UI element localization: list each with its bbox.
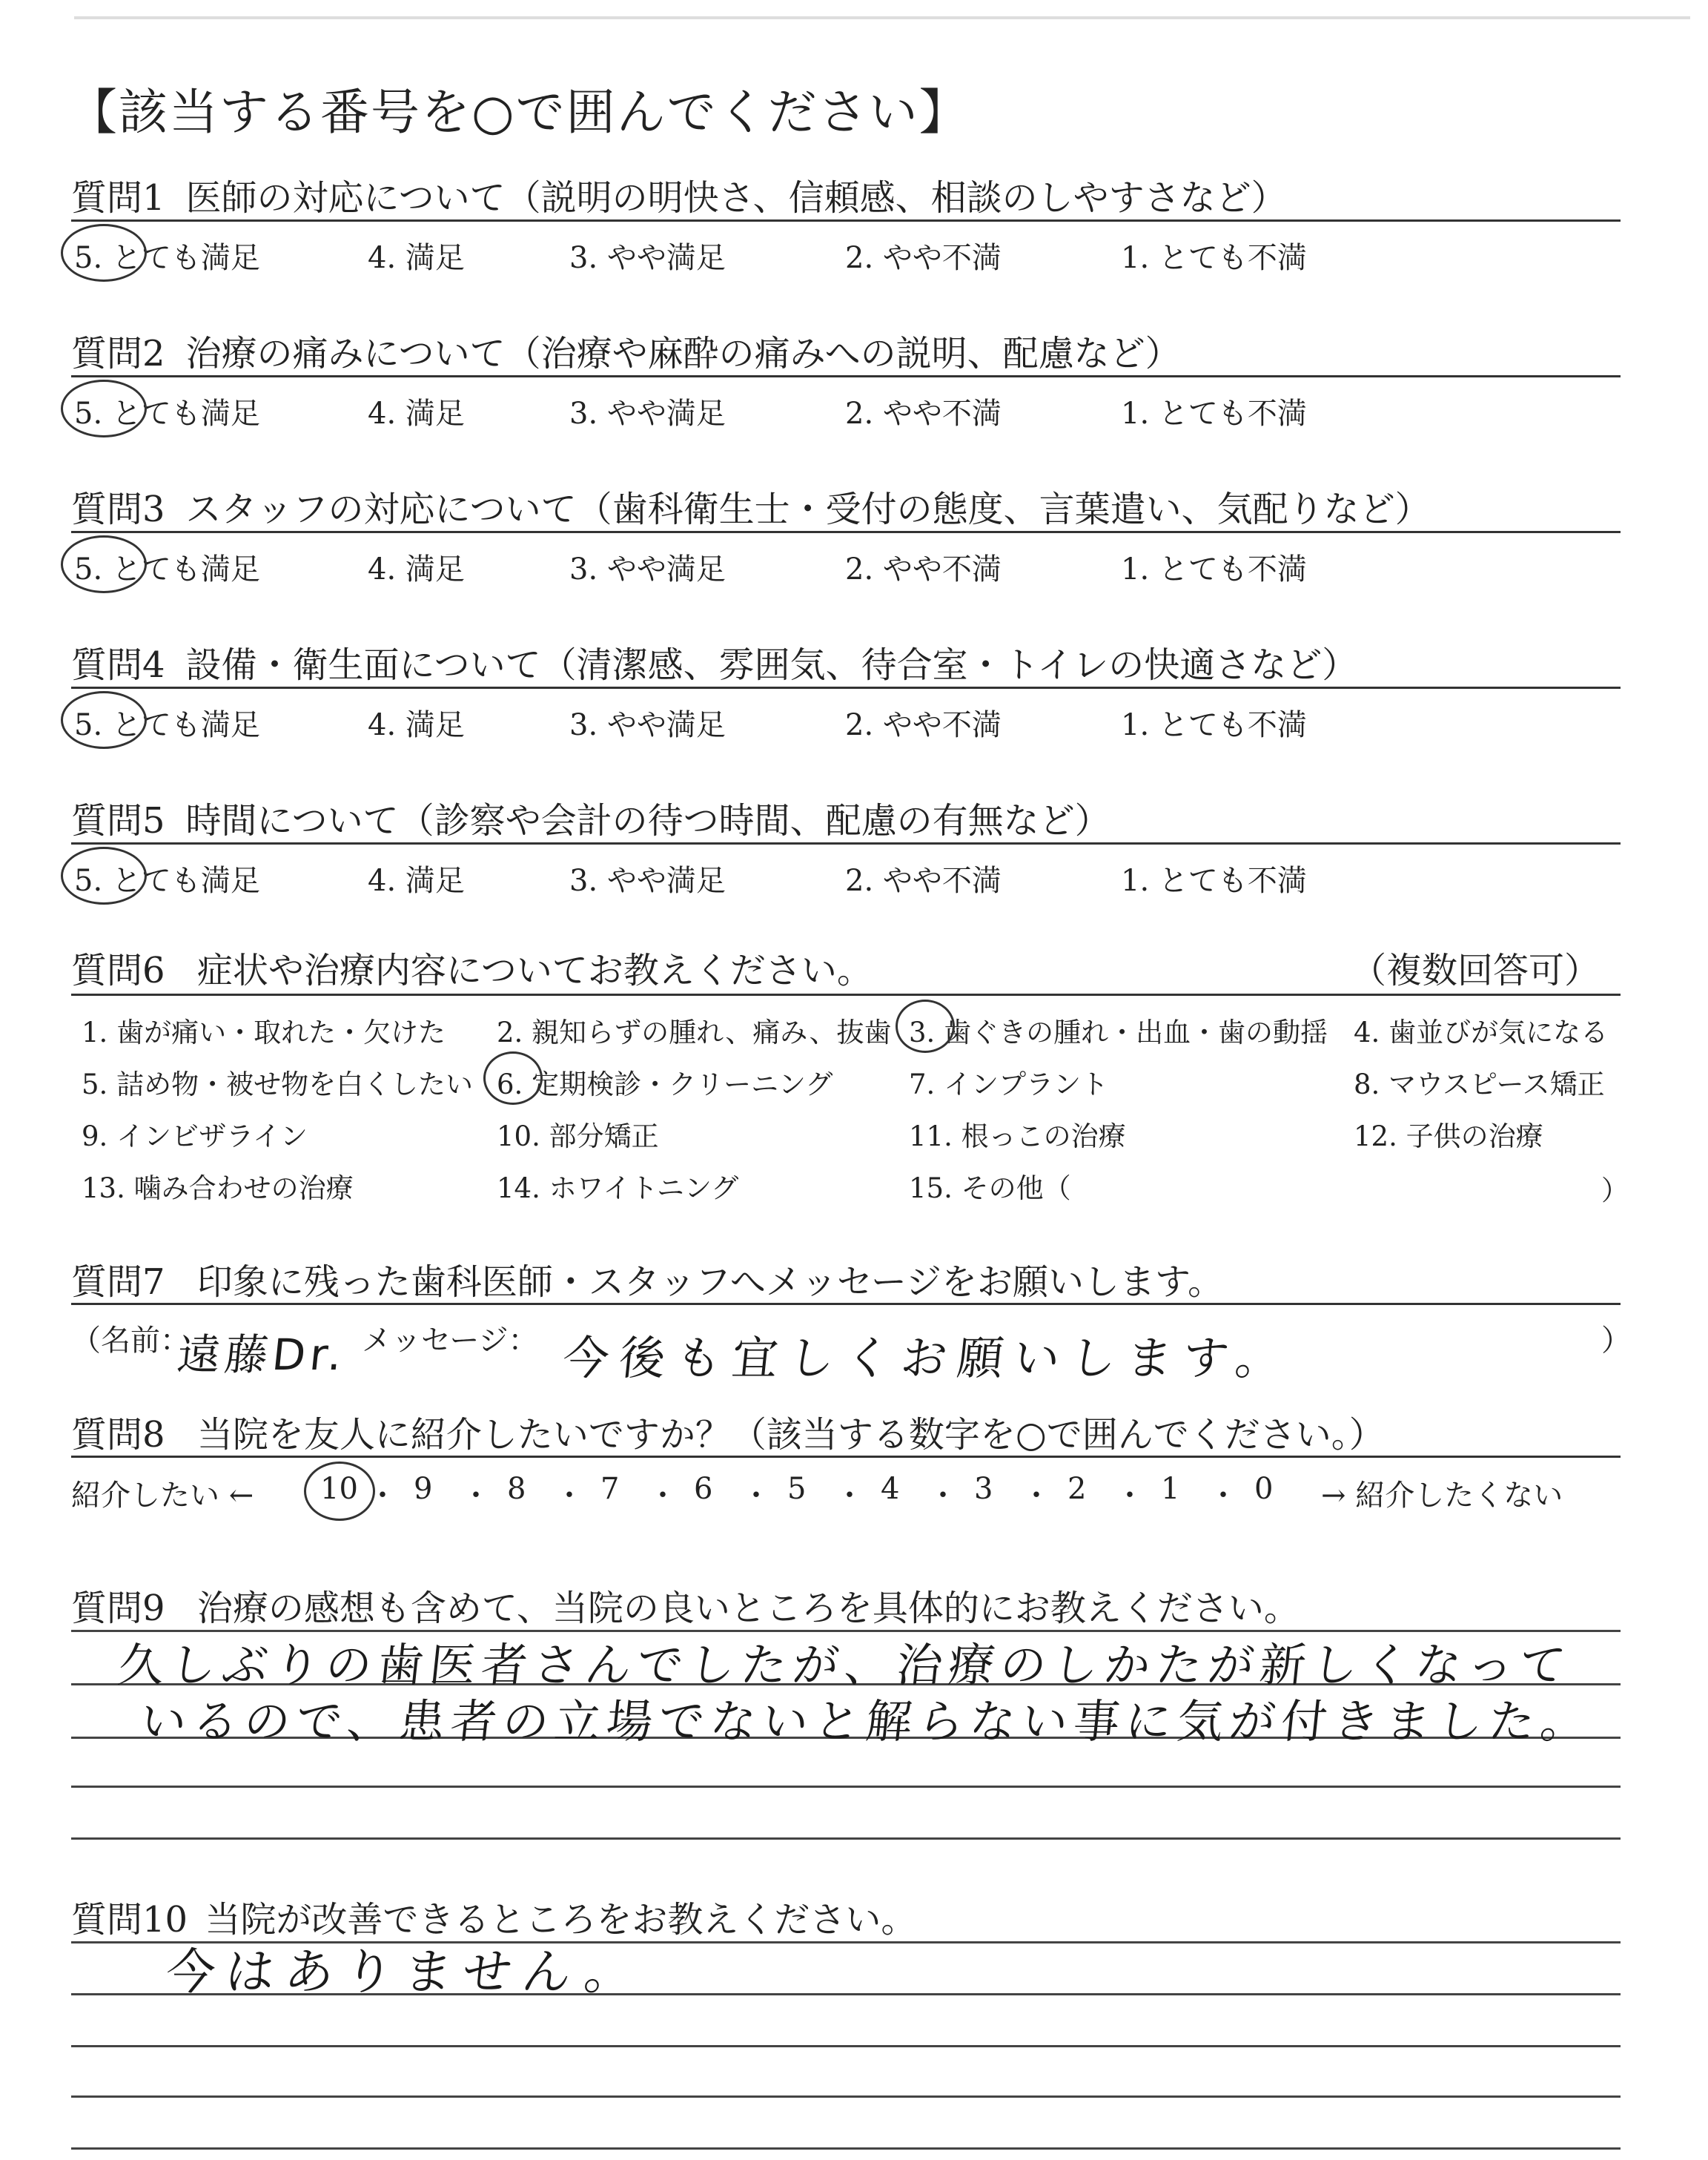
- q1-heading: [71, 169, 1287, 220]
- q5-rule: [71, 842, 1621, 845]
- q6-option[interactable]: 10. 部分矯正: [497, 1120, 659, 1152]
- q4-heading: [71, 636, 1357, 687]
- q4-options: [71, 701, 1621, 743]
- q1-rule: [71, 219, 1621, 222]
- selection-circle: [896, 1000, 955, 1053]
- q8-scale-separator: ・: [928, 1479, 958, 1513]
- q6-note: （複数回答可）: [1351, 950, 1601, 991]
- answer-line: [71, 1786, 1621, 1788]
- rating-option[interactable]: 2. やや不満: [845, 397, 1002, 431]
- q8-scale-value[interactable]: 10: [320, 1472, 358, 1506]
- rating-option[interactable]: 1. とても不満: [1121, 708, 1307, 742]
- q6-option[interactable]: 12. 子供の治療: [1354, 1120, 1543, 1152]
- q4-rule: [71, 687, 1621, 689]
- rating-option[interactable]: 3. やや満足: [569, 241, 726, 275]
- q5-label: 質問5: [71, 800, 165, 842]
- q8-scale-value[interactable]: 6: [694, 1472, 713, 1506]
- rating-option[interactable]: 4. 満足: [368, 241, 465, 275]
- q8-scale-value[interactable]: 9: [414, 1472, 433, 1506]
- q9-heading: [71, 1579, 1300, 1631]
- selection-circle: [304, 1462, 375, 1521]
- q8-scale: [71, 1472, 1621, 1516]
- scan-edge: [74, 16, 1690, 19]
- q6-option[interactable]: 2. 親知らずの腫れ、痛み、抜歯: [497, 1017, 892, 1048]
- q6-option[interactable]: 4. 歯並びが気になる: [1354, 1017, 1609, 1048]
- q1-text: 医師の対応について（説明の明快さ、信頼感、相談のしやすさなど）: [185, 177, 1287, 219]
- rating-option[interactable]: 5. とても満足: [74, 864, 260, 898]
- q6-heading: [71, 942, 873, 993]
- rating-option[interactable]: 3. やや満足: [569, 552, 726, 587]
- q6-option[interactable]: 9. インビザライン: [82, 1120, 308, 1152]
- q6-label: 質問6: [71, 950, 165, 991]
- q6-option[interactable]: 8. マウスピース矯正: [1354, 1069, 1605, 1100]
- q8-scale-value[interactable]: 4: [881, 1472, 900, 1506]
- answer-line: [71, 2045, 1621, 2047]
- rating-option[interactable]: 3. やや満足: [569, 864, 726, 898]
- q6-close-paren: ）: [1601, 1175, 1629, 1206]
- q9-answer-line1: 久しぶりの歯医者さんでしたが、治療のしかたが新しくなって: [115, 1638, 1575, 1692]
- q6-rule: [71, 994, 1621, 996]
- q2-label: 質問2: [71, 333, 165, 374]
- q7-text: 印象に残った歯科医師・スタッフへメッセージをお願いします。: [196, 1261, 1224, 1303]
- q7-name-label: （名前：: [71, 1324, 190, 1358]
- q6-text: 症状や治療内容についてお教えください。: [196, 950, 873, 991]
- q6-option[interactable]: 14. ホワイトニング: [497, 1172, 739, 1204]
- selection-circle: [61, 847, 147, 905]
- q6-option[interactable]: 13. 噛み合わせの治療: [82, 1172, 354, 1204]
- q1-label: 質問1: [71, 177, 165, 219]
- rating-option[interactable]: 4. 満足: [368, 397, 465, 431]
- q7-message-label: メッセージ：: [362, 1324, 538, 1358]
- q8-left-label: 紹介したい ←: [71, 1479, 254, 1513]
- q8-heading: [71, 1406, 1385, 1457]
- rating-option[interactable]: 4. 満足: [368, 552, 465, 587]
- selection-circle: [61, 224, 147, 282]
- q8-scale-value[interactable]: 1: [1161, 1472, 1180, 1506]
- q8-scale-value[interactable]: 5: [787, 1472, 807, 1506]
- rating-option[interactable]: 5. とても満足: [74, 708, 260, 742]
- q5-options: [71, 857, 1621, 899]
- rating-option[interactable]: 5. とても満足: [74, 397, 260, 431]
- q7-label: 質問7: [71, 1261, 165, 1303]
- rating-option[interactable]: 4. 満足: [368, 864, 465, 898]
- q8-scale-separator: ・: [1208, 1479, 1238, 1513]
- q9-text: 治療の感想も含めて、当院の良いところを具体的にお教えください。: [196, 1588, 1300, 1629]
- rating-option[interactable]: 1. とても不満: [1121, 552, 1307, 587]
- q6-option[interactable]: 6. 定期検診・クリーニング: [497, 1069, 833, 1100]
- q8-scale-value[interactable]: 7: [600, 1472, 620, 1506]
- q5-text: 時間について（診察や会計の待つ時間、配慮の有無など）: [185, 800, 1110, 842]
- q5-heading: [71, 792, 1110, 843]
- rating-option[interactable]: 3. やや満足: [569, 397, 726, 431]
- selection-circle: [483, 1051, 543, 1105]
- q7-close-paren: ）: [1601, 1324, 1631, 1358]
- q8-scale-separator: ・: [368, 1479, 397, 1513]
- q8-scale-value[interactable]: 3: [974, 1472, 993, 1506]
- rating-option[interactable]: 4. 満足: [368, 708, 465, 742]
- q1-options: [71, 234, 1621, 276]
- selection-circle: [61, 380, 147, 437]
- q10-label: 質問10: [71, 1899, 188, 1941]
- q3-options: [71, 546, 1621, 587]
- q9-answer-line2: いるので、患者の立場でないと解らない事に気が付きました。: [137, 1694, 1596, 1748]
- q8-scale-separator: ・: [1022, 1479, 1051, 1513]
- q7-heading: [71, 1253, 1223, 1304]
- q3-label: 質問3: [71, 489, 165, 530]
- answer-line: [71, 2095, 1621, 2098]
- rating-option[interactable]: 2. やや不満: [845, 864, 1002, 898]
- q6-option[interactable]: 5. 詰め物・被せ物を白くしたい: [82, 1069, 474, 1100]
- q4-label: 質問4: [71, 644, 165, 686]
- answer-line: [71, 1837, 1621, 1840]
- q7-name-handwritten: 遠藤Dr.: [174, 1330, 349, 1380]
- rating-option[interactable]: 1. とても不満: [1121, 397, 1307, 431]
- q6-option[interactable]: 1. 歯が痛い・取れた・欠けた: [82, 1017, 446, 1048]
- q6-option[interactable]: 15. その他（: [909, 1172, 1071, 1204]
- rating-option[interactable]: 1. とても不満: [1121, 864, 1307, 898]
- q2-rule: [71, 375, 1621, 377]
- q8-scale-value[interactable]: 2: [1068, 1472, 1087, 1506]
- q2-text: 治療の痛みについて（治療や麻酔の痛みへの説明、配慮など）: [185, 333, 1181, 374]
- rating-option[interactable]: 5. とても満足: [74, 552, 260, 587]
- q8-rule: [71, 1456, 1621, 1458]
- rating-option[interactable]: 1. とても不満: [1121, 241, 1307, 275]
- answer-line: [71, 2147, 1621, 2150]
- q2-options: [71, 390, 1621, 432]
- q8-right-label: → 紹介したくない: [1321, 1479, 1563, 1513]
- q7-message-handwritten: 今後も宜しくお願いします。: [560, 1331, 1295, 1385]
- rating-option[interactable]: 2. やや不満: [845, 241, 1002, 275]
- rating-option[interactable]: 2. やや不満: [845, 708, 1002, 742]
- q8-scale-separator: ・: [461, 1479, 491, 1513]
- q6-option[interactable]: 7. インプラント: [909, 1069, 1109, 1100]
- q8-scale-separator: ・: [835, 1479, 864, 1513]
- rating-option[interactable]: 2. やや不満: [845, 552, 1002, 587]
- q8-scale-separator: ・: [1115, 1479, 1145, 1513]
- rating-option[interactable]: 3. やや満足: [569, 708, 726, 742]
- page-title: 【該当する番号を○で囲んでください】: [68, 84, 970, 141]
- q2-heading: [71, 325, 1181, 376]
- q8-scale-value[interactable]: 8: [507, 1472, 526, 1506]
- q8-label: 質問8: [71, 1414, 165, 1456]
- q4-text: 設備・衛生面について（清潔感、雰囲気、待合室・トイレの快適さなど）: [185, 644, 1358, 686]
- selection-circle: [61, 691, 147, 749]
- q8-scale-separator: ・: [648, 1479, 678, 1513]
- q8-text: 当院を友人に紹介したいですか？（該当する数字を○で囲んでください。）: [196, 1414, 1385, 1456]
- q8-scale-separator: ・: [555, 1479, 584, 1513]
- q8-scale-separator: ・: [741, 1479, 771, 1513]
- q3-text: スタッフの対応について（歯科衛生士・受付の態度、言葉遣い、気配りなど）: [185, 489, 1431, 530]
- q3-rule: [71, 531, 1621, 533]
- q6-option[interactable]: 3. 歯ぐきの腫れ・出血・歯の動揺: [909, 1017, 1328, 1048]
- q3-heading: [71, 480, 1431, 532]
- rating-option[interactable]: 5. とても満足: [74, 241, 260, 275]
- selection-circle: [61, 535, 147, 593]
- q6-option[interactable]: 11. 根っこの治療: [909, 1120, 1126, 1152]
- q8-scale-value[interactable]: 0: [1254, 1472, 1274, 1506]
- q9-label: 質問9: [71, 1588, 165, 1629]
- q10-answer-handwritten: 今はありません。: [163, 1943, 647, 2001]
- q7-rule: [71, 1303, 1621, 1305]
- q10-text: 当院が改善できるところをお教えください。: [205, 1899, 917, 1941]
